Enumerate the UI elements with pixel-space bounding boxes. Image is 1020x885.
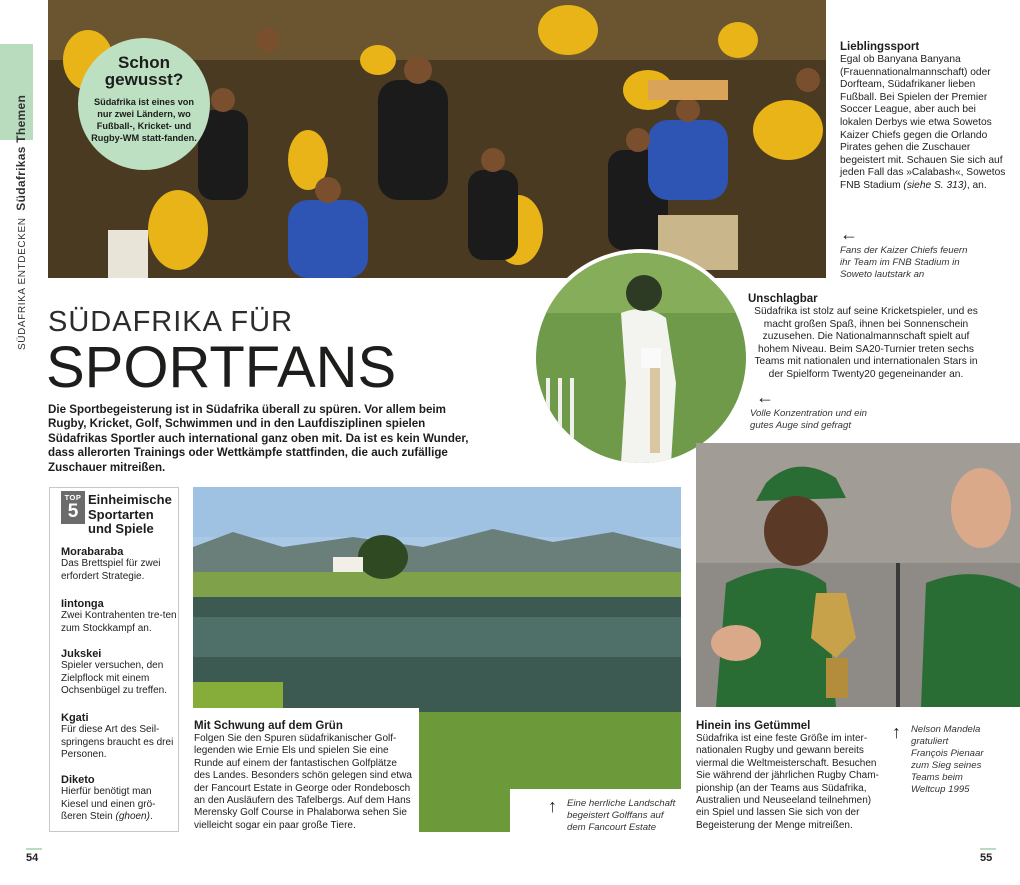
rugby-mandela-photo <box>696 443 1020 707</box>
page-kicker: SÜDAFRIKA FÜR <box>48 306 294 338</box>
cricket-caption: Volle Konzentration und ein gutes Auge sind gefragt <box>750 408 867 431</box>
arrow-up-icon: ↑ <box>892 722 901 742</box>
lieblingssport-body: Egal ob Banyana Banyana (Frauennationalmannschaft) oder Dorfteam, Südafrikaner lieben Fußball. Bei Spielen der Premier Soccer League, aber auch bei lokalen Derbys wie etwa Sowetos Kaizer Chiefs gegen die Orlando Pirates gehen die Zuschauer begeistert mit. Schauen Sie sich auf jeden Fall das »Calabash«, Sowetos FNB Stadium <box>840 54 1006 191</box>
cricket-photo <box>532 249 750 467</box>
rugby-block <box>696 720 881 832</box>
arrow-left-icon: ← <box>756 387 774 407</box>
list-item <box>61 648 177 698</box>
page-number-left: 54 <box>26 852 39 864</box>
top5-badge-label: TOP <box>64 493 82 502</box>
intro-paragraph: Die Sportbegeisterung ist in Südafrika überall zu spüren. Vor allem beim Rugby, Kricket, Golf, Schwimmen und in den Laufdisziplinen spielen Südafrikas Sportler auch international ganz oben mit. Da ist es kein Wunder, dass allerorten Trainings oder Wettkämpfe stattfinden, die auch zufällige Zuschauer mitreißen. <box>48 403 469 474</box>
running-head-section: SÜDAFRIKA ENTDECKEN <box>17 217 28 350</box>
list-item-name: Kgati <box>61 712 89 724</box>
did-you-know-text: Südafrika ist eines von nur zwei Ländern, wo Fußball-, Kricket- und Rugby-WM statt-fanden. <box>91 97 197 143</box>
list-item-name: Iintonga <box>61 598 104 610</box>
golf-title: Mit Schwung auf dem Grün <box>194 720 343 732</box>
list-item-name: Jukskei <box>61 648 102 660</box>
golf-block <box>194 720 414 832</box>
page-reference: (siehe S. 313) <box>903 179 967 191</box>
list-item-desc: Für diese Art des Seil-springens braucht es drei Personen. <box>61 724 174 761</box>
list-item-desc: Spieler versuchen, den Zielpflock mit einem Ochsenbügel zu treffen. <box>61 660 167 697</box>
page-number-right: 55 <box>980 852 993 864</box>
running-head-title: Südafrikas Themen <box>14 94 28 211</box>
top5-badge <box>61 491 85 524</box>
lieblingssport-block <box>840 41 1010 193</box>
rugby-text: Südafrika ist eine feste Größe im inter-nationalen Rugby und gewann bereits viermal die Weltmeisterschaft. Besuchen Sie während der jährlichen Rugby Cham-pionship (an der Teams aus Südafrika, Australien und Neuseeland teilnehmen) ein Spiel und lassen Sie sich von der Begeisterung der Menge mitreißen. <box>696 733 879 831</box>
top5-title: Einheimische Sportarten und Spiele <box>88 492 172 536</box>
rugby-title: Hinein ins Getümmel <box>696 720 811 732</box>
did-you-know-box <box>78 38 210 170</box>
top5-box <box>49 487 179 832</box>
list-item-desc-end: . <box>149 811 153 823</box>
unschlagbar-title: Unschlagbar <box>748 293 818 305</box>
golf-caption: Eine herrliche Landschaft begeistert Golffans auf dem Fancourt Estate <box>567 798 676 833</box>
running-head <box>14 95 28 350</box>
list-item <box>61 598 177 635</box>
unschlagbar-text: Südafrika ist stolz auf seine Kricketspieler, und es macht großen Spaß, ihnen bei Sonnenschein zuzusehen. Die Nationalmannschaft spielt auf hohem Niveau. Beim SA20-Turnier treten sechs Teams mit nationalen und internationalen Stars in der Spielform Twenty20 gegeneinander an. <box>754 306 978 380</box>
lieblingssport-text <box>840 54 1010 193</box>
list-item-desc-text: Hierfür benötigt man Kiesel und einen grö-ßeren Stein <box>61 786 156 823</box>
list-item-desc-italic: (ghoen) <box>115 811 150 823</box>
list-item-desc: Das Brettspiel für zwei erfordert Strategie. <box>61 558 161 582</box>
rugby-caption: Nelson Mandela gratuliert François Pienaar zum Sieg seines Teams beim Weltcup 1995 <box>911 724 984 795</box>
list-item <box>61 712 177 762</box>
lieblingssport-title: Lieblingssport <box>840 41 920 53</box>
list-item <box>61 774 177 824</box>
list-item-desc <box>61 786 177 824</box>
list-item-name: Diketo <box>61 774 95 786</box>
lieblingssport-end: , an. <box>966 179 987 191</box>
list-item-name: Morabaraba <box>61 546 124 558</box>
unschlagbar-block <box>748 293 978 382</box>
top5-badge-number: 5 <box>67 501 79 522</box>
list-item <box>61 546 177 583</box>
crowd-caption: Fans der Kaizer Chiefs feuern ihr Team im FNB Stadium in Soweto lautstark an <box>840 245 968 280</box>
arrow-left-icon: ← <box>840 224 858 244</box>
page-title: SPORTFANS <box>46 335 397 400</box>
list-item-desc: Zwei Kontrahenten tre-ten zum Stockkampf an. <box>61 610 177 634</box>
golf-text: Folgen Sie den Spuren südafrikanischer Golf-legenden wie Ernie Els und spielen Sie eine Runde auf einem der fantastischen Golfplätze des Landes. Besonders schön gelegen sind etwa der Fancourt Estate in George oder Rondebosch an den Ausläufern des Tafelbergs. Auf dem Hans Merensky Golf Course in Phalaborwa sehen Sie vielleicht sogar ein paar große Tiere. <box>194 733 412 831</box>
did-you-know-title: Schon gewusst? <box>104 53 184 89</box>
arrow-up-icon: ↑ <box>548 796 557 816</box>
